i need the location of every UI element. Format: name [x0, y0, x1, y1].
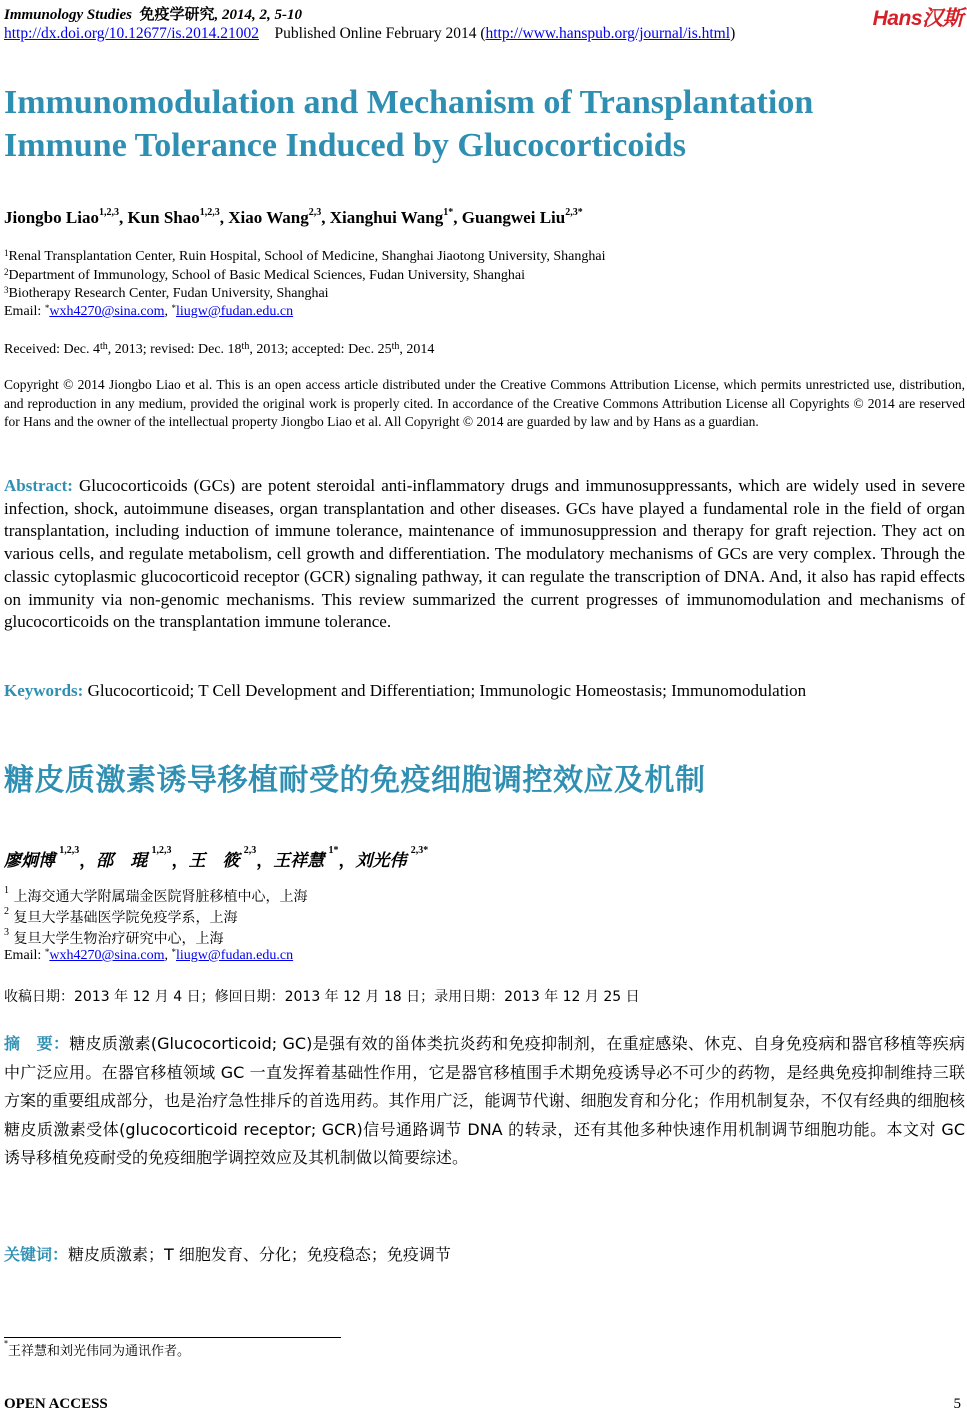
received-dates-zh: 收稿日期：2013 年 12 月 4 日；修回日期：2013 年 12 月 18 日；录用日期：2013 年 12 月 25 日: [4, 989, 640, 1005]
email-line-zh: Email: *wxh4270@sina.com, *liugw@fudan.edu.cn: [4, 947, 294, 963]
doi-link[interactable]: http://dx.doi.org/10.12677/is.2014.21002: [4, 25, 260, 42]
author-zh: 邵 琨 $^{1,2,3}$，: [96, 845, 189, 871]
email-link-1-zh[interactable]: wxh4270@sina.com: [49, 948, 165, 963]
abstract-label: Abstract:: [4, 476, 73, 495]
keywords-text: Glucocorticoid; T Cell Development and Differentiation; Immunologic Homeostasis; Immunomodulation: [87, 681, 807, 700]
published-suffix: ): [730, 25, 736, 42]
page-number: 5: [953, 1396, 961, 1412]
affiliation-zh-2: $^2$ 复旦大学基础医学院免疫学系，上海: [4, 906, 238, 926]
author-en: Guangwei Liu$^{2,3*}$: [461, 207, 583, 227]
footnote: *王祥慧和刘光伟同为通讯作者。: [4, 1339, 191, 1359]
footnote-divider: [4, 1337, 341, 1338]
paper-title-zh: 糖皮质激素诱导移植耐受的免疫细胞调控效应及机制: [4, 763, 706, 798]
affiliation-en-2: $^2$Department of Immunology, School of Basic Medical Sciences, Fudan University, Shanghai: [4, 267, 525, 283]
affiliation-en-1: $^1$Renal Transplantation Center, Ruin Hospital, School of Medicine, Shanghai Jiaotong University, Shanghai: [4, 248, 606, 264]
abstract-en: [4, 475, 965, 634]
authors-en: [4, 208, 583, 228]
author-zh: 王祥慧 $^{1*}$，: [273, 845, 356, 871]
author-en: Kun Shao$^{1,2,3}$,: [127, 207, 229, 227]
journal-name-zh: 免疫学研究: [139, 7, 215, 23]
paper-title-en: Immunomodulation and Mechanism of Transplantation Immune Tolerance Induced by Glucocorticoids: [4, 84, 814, 164]
author-en: Xianghui Wang$^{1*}$,: [329, 207, 462, 227]
abstract-zh: [4, 1030, 965, 1173]
author-zh: 廖炯博 $^{1,2,3}$，: [4, 845, 97, 871]
email-link-2-zh[interactable]: liugw@fudan.edu.cn: [176, 948, 294, 963]
affiliation-en-3: $^3$Biotherapy Research Center, Fudan University, Shanghai: [4, 285, 329, 301]
journal-url-link[interactable]: http://www.hanspub.org/journal/is.html: [485, 25, 731, 42]
keywords-zh-label: 关键词：: [4, 1245, 69, 1264]
keywords-zh: [4, 1242, 451, 1265]
abstract-zh-text: 糖皮质激素(Glucocorticoid; GC)是强有效的甾体类抗炎药和免疫抑制剂，在重症感染、休克、自身免疫病和器官移植等疾病中广泛应用。在器官移植领域 GC 一直发挥着基础性作用，它是器官移植围手术期免疫诱导必不可少的药物，是经典免疫抑制维持三联方案的重要组成部分，也是治疗急性排斥的首选用药。其作用广泛，能调节代谢、细胞发育和分化；作用机制复杂，不仅有经典的细胞核糖皮质激素受体(glucocorticoid receptor; GCR)信号通路调节 DNA 的转录，还有其他多种快速作用机制调节细胞功能。本文对 GC 诱导移植免疫耐受的免疫细胞学调控效应及其机制做以简要综述。: [4, 1034, 965, 1167]
abstract-zh-label: 摘 要：: [4, 1034, 70, 1053]
keywords-zh-text: 糖皮质激素；T 细胞发育、分化；免疫稳态；免疫调节: [68, 1245, 451, 1264]
email-line-en: Email: *wxh4270@sina.com, *liugw@fudan.edu.cn: [4, 303, 294, 319]
published-online-text: Published Online February 2014 (: [274, 25, 486, 42]
author-zh: 刘光伟 $^{2,3*}$: [355, 845, 429, 871]
received-dates-en: Received: Dec. 4th, 2013; revised: Dec. 18th, 2013; accepted: Dec. 25th, 2014: [4, 341, 435, 357]
authors-zh: [4, 846, 428, 871]
open-access-label: OPEN ACCESS: [4, 1396, 108, 1412]
author-en: Jiongbo Liao$^{1,2,3}$,: [4, 207, 128, 227]
email-link-1[interactable]: wxh4270@sina.com: [49, 304, 165, 319]
affiliation-zh-3: $^3$ 复旦大学生物治疗研究中心，上海: [4, 927, 224, 947]
journal-issue: , 2014, 2, 5-10: [214, 7, 302, 23]
affiliation-zh-1: $^1$ 上海交通大学附属瑞金医院肾脏移植中心，上海: [4, 885, 308, 905]
journal-header: [4, 3, 302, 24]
copyright-notice: Copyright © 2014 Jiongbo Liao et al. This is an open access article distributed under the Creative Commons Attribution License, which permits unrestricted use, distribution, and reproduction in any medium, provided the original work is properly cited. In accordance of the Creative Commons Attribution License all Copyrights © 2014 are reserved for Hans and the owner of the intellectual property Jiongbo Liao et al. All Copyright © 2014 are guarded by law and by Hans as a guardian.: [4, 377, 965, 429]
publication-line: [4, 25, 735, 43]
journal-name: Immunology Studies: [4, 7, 132, 23]
author-en: Xiao Wang$^{2,3}$,: [228, 207, 330, 227]
hans-logo: Hans汉斯: [872, 7, 963, 30]
author-zh: 王 筱 $^{2,3}$，: [188, 845, 274, 871]
keywords-label: Keywords:: [4, 681, 84, 700]
email-link-2[interactable]: liugw@fudan.edu.cn: [176, 304, 294, 319]
abstract-text: Glucocorticoids (GCs) are potent steroidal anti-inflammatory drugs and immunosuppressants, which are widely used in severe infection, shock, autoimmune diseases, organ transplantation and other diseases. GCs have played a fundamental role in the field of organ transplantation, including induction of immune tolerance, maintenance of immunosuppression and therapy for graft rejection. They act on various cells, and regulate metabolism, cell growth and differentiation. The modulatory mechanisms of GCs are very complex. Through the classic cytoplasmic glucocorticoid receptor (GCR) signaling pathway, it can regulate the transcription of DNA. And, it also has rapid effects on immunity via non-genomic mechanisms. This review summarized the current progresses of immunomodulation and mechanisms of glucocorticoids on the transplantation immune tolerance.: [4, 476, 965, 632]
keywords-en: [4, 681, 806, 701]
